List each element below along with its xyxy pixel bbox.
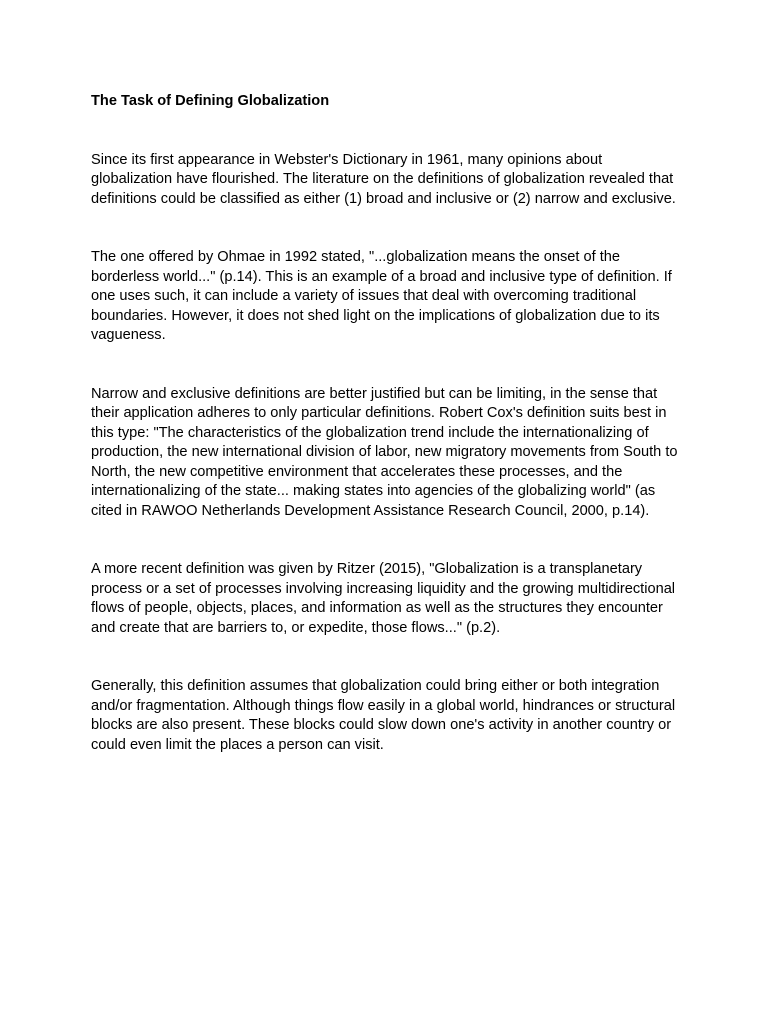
paragraph-1: Since its first appearance in Webster's Dictionary in 1961, many opinions about globalization have flourished. The literature on the definitions of globalization revealed that definitions could be classified as either (1) broad and inclusive or (2) narrow and exclusive.: [91, 151, 676, 207]
document-title: The Task of Defining Globalization: [91, 93, 330, 109]
paragraph-2: The one offered by Ohmae in 1992 stated, "...globalization means the onset of the borderless world..." (p.14). This is an example of a broad and inclusive type of definition. If one uses such, it can include a variety of issues that deal with overcoming traditional boundaries. However, it does not shed light on the implications of globalization due to its vagueness.: [91, 249, 672, 343]
paragraph-3: Narrow and exclusive definitions are better justified but can be limiting, in the sense that their application adheres to only particular definitions. Robert Cox's definition suits best in this type: "The characteristics of the globalization trend include the internationalizing of production, the new international division of labor, new migratory movements from South to North, the new competitive environment that accelerates these processes, and the internationalizing of the state... making states into agencies of the globalizing world" (as cited in RAWOO Netherlands Development Assistance Research Council, 2000, p.14).: [91, 385, 678, 519]
paragraph-5: Generally, this definition assumes that globalization could bring either or both integration and/or fragmentation. Although things flow easily in a global world, hindrances or structural blocks are also present. These blocks could slow down one's activity in another country or could even limit the places a person can visit.: [91, 678, 676, 753]
document-body: [91, 92, 686, 755]
paragraph-4: A more recent definition was given by Ritzer (2015), "Globalization is a transplanetary process or a set of processes involving increasing liquidity and the growing multidirectional flows of people, objects, places, and information as well as the structures they encounter and create that are barriers to, or expedite, those flows..." (p.2).: [91, 561, 676, 636]
